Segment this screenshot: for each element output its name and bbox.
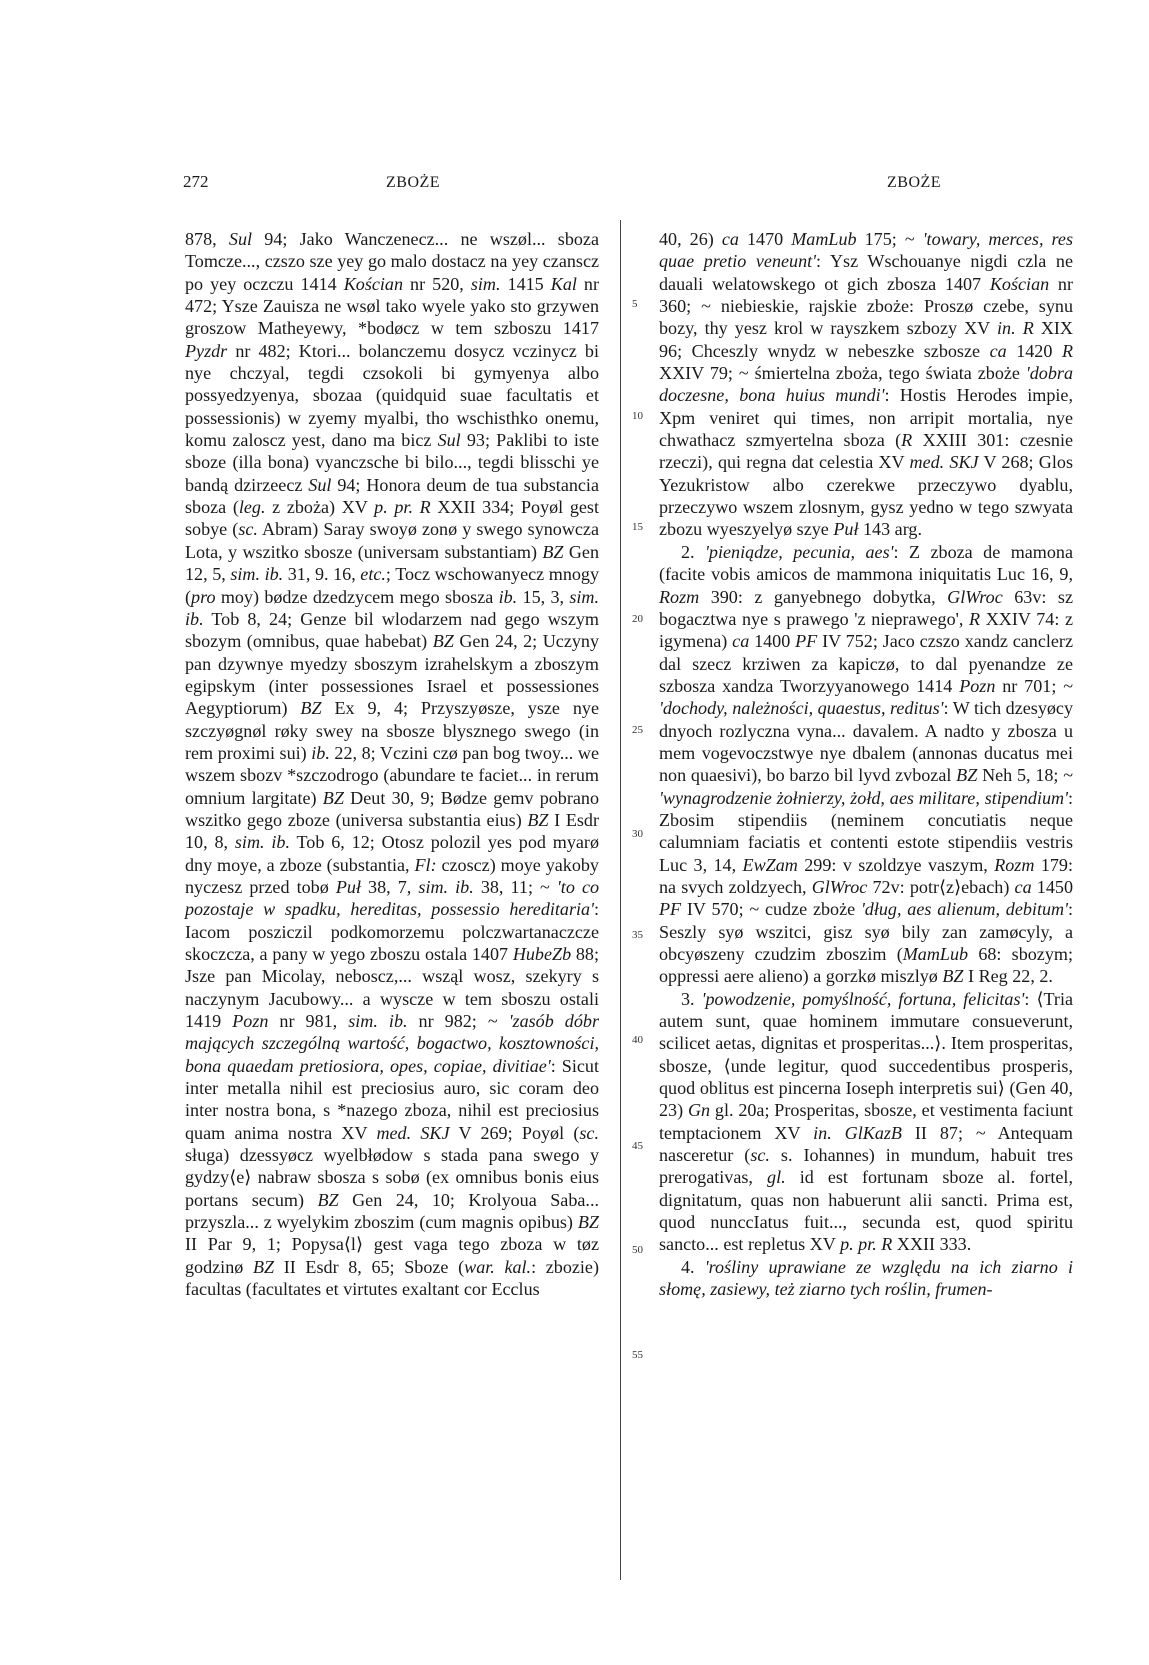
italic-segment: sim. ib. xyxy=(230,564,284,585)
italic-segment: BZ xyxy=(317,1189,339,1210)
right-column xyxy=(659,228,1073,1301)
running-head-left: ZBOŻE xyxy=(386,174,441,191)
italic-segment: Gn xyxy=(687,1100,711,1121)
italic-segment: sim. ib. xyxy=(418,876,474,897)
line-number-30: 30 xyxy=(632,828,643,840)
italic-segment: 'to co pozostaje w spadku, hereditas, possessio hereditaria' xyxy=(185,876,600,920)
italic-segment: Kościan xyxy=(989,273,1050,294)
italic-segment: Fl: xyxy=(414,854,437,875)
line-number-55: 55 xyxy=(632,1349,643,1361)
italic-segment: p. pr. R xyxy=(374,497,431,518)
italic-segment: Pyzdr xyxy=(185,340,228,361)
italic-segment: HubeZb xyxy=(512,944,572,964)
line-number-50: 50 xyxy=(632,1244,643,1256)
line-number-40: 40 xyxy=(632,1034,643,1046)
italic-segment: 'pieniądze, pecunia, aes' xyxy=(705,541,894,562)
italic-segment: BZ xyxy=(577,1212,599,1233)
italic-segment: sim. ib. xyxy=(348,1011,408,1032)
italic-segment: in. GlKazB xyxy=(813,1122,902,1143)
right-paragraph-1: 40, 26) ca 1470 MamLub 175; ~ 'towary, merces, res quae pretio veneunt': Ysz Wschouanye nigdi czla ne dauali welatowskego ot gich zbosza 1407 Kościan nr 360; ~ niebieskie, rajskie zboże: Proszø czebe, synu bozy, thy yesz krol w rayszkem szbozy XV in. R XIX 96; Chceszly wnydz w nebeszke szbosze ca 1420 R XXIV 79; ~ śmiertelna zboża, tego świata zboże 'dobra doczesne, bona huius mundi': Hostis Herodes impie, Xpm veniret qui times, non arripit mortalia, nye chwathacz szmyertelna sboza (R XXIII 301: czesnie rzeczi), qui regna dat celestia XV med. SKJ V 268; Glos Yezukristow albo czerekwe przeczywo dyablu, przeczywo wszem zlosnym, gysz yedno w tego szwyata zbozu wyeszyelyø szye Puł 143 arg. xyxy=(659,229,1074,540)
italic-segment: R xyxy=(901,430,913,451)
italic-segment: BZ xyxy=(942,966,964,987)
italic-segment: PF xyxy=(795,631,818,652)
italic-segment: BZ xyxy=(527,809,549,830)
italic-segment: ca xyxy=(721,229,739,249)
italic-segment: BZ xyxy=(956,765,978,786)
italic-segment: BZ xyxy=(542,541,564,562)
left-paragraph-1: 878, Sul 94; Jako Wanczenecz... ne wszøl... sboza Tomcze..., czszo sze yey go malo dostacz na yey czanscz po yey oczczu 1414 Kościan nr 520, sim. 1415 Kal nr 472; Ysze Zauisza ne wsøl tako wyele yako sto grzywen groszow Matheyewy, *bodøcz w tem szboszu 1417 Pyzdr nr 482; Ktori... bolanczemu dosycz vczinycz bi nye chczyal, tegdi czsokoli bi gymyenya albo possyedzyenya, sbozaa (quidquid suae facultatis et possessionis) w zyemy myalbi, tho wschisthko onemu, komu zaloscz yest, dano ma bicz Sul 93; Paklibi to iste sboze (illa bona) vyanczsche bi bilo..., tegdi blisschi ye bandą dzirzeecz Sul 94; Honora deum de tua substancia sboza (leg. z zboża) XV p. pr. R XXII 334; Poyøl gest sobye (sc. Abram) Saray swoyø zonø y swego synowcza Lota, y wszitko sbosze (universam substantiam) BZ Gen 12, 5, sim. ib. 31, 9. 16, etc.; Tocz wschowanyecz mnogy (pro moy) bødze dzedzycem mego sbosza ib. 15, 3, sim. ib. Tob 8, 24; Genze bil wlodarzem nad gego wszym sbozym (omnibus, quae habebat) BZ Gen 24, 2; Uczyny pan dzywnye myedzy sboszym izrahelskym a zboszym egipskym (inter possessiones Israel et possessiones Aegyptiorum) BZ Ex 9, 4; Przyszyøsze, ysze nye szczyøgnøl røky swey na sbosze blysznego swego (in rem proximi sui) ib. 22, 8; Vczini czø pan bog twoy... we wszem sbozv *szczodrogo (abundare te faciet... in rerum omnium largitate) BZ Deut 30, 9; Bødze gemv pobrano wszitko gego zboze (universa substantia eius) BZ I Esdr 10, 8, sim. ib. Tob 6, 12; Otosz polozil yes pod myarø dny moye, a zboze (substantia, Fl: czoscz) moye yakoby nyczesz przed tobø Puł 38, 7, sim. ib. 38, 11; ~ 'to co pozostaje w spadku, hereditas, possessio hereditaria': Iacom posziczil podkomorzemu polczwartanaczcze skoczcza, a pany w yego zboszu ostala 1407 HubeZb 88; Jsze pan Micolay, neboscz,... wsząl wosz, szekyry s naczynym Jacubowy... a wyscze w tem sboszu ostali 1419 Pozn nr 981, sim. ib. nr 982; ~ 'zasób dóbr mających szczególną wartość, bogactwo, kosztowności, bona quaedam pretiosiora, opes, copiae, divitiae': Sicut inter metalla nihil est preciosius auro, sic coram deo inter nostra bona, s *nazego zboza, nihil est preciosius quam anima nostra XV med. SKJ V 269; Poyøl (sc. sługa) dzessyøcz wyelbłødow s stada pana swego y gydzy⟨e⟩ nabraw sbosza s sobø (ex omnibus bonis eius portans secum) BZ Gen 24, 10; Krolyoua Saba... przyszla... z wyelykim zboszim (cum magnis opibus) BZ II Par 9, 1; Popysa⟨l⟩ gest vaga tego zboza w tøz godzinø BZ II Esdr 8, 65; Sboze (war. kal.: zbozie) facultas (facultates et virtutes exaltant cor Ecclus xyxy=(185,229,600,1300)
italic-segment: Pozn xyxy=(232,1011,269,1032)
italic-segment: 'dobra doczesne, bona huius mundi' xyxy=(659,363,1073,406)
italic-segment: sim. xyxy=(470,273,501,294)
line-number-15: 15 xyxy=(632,521,643,533)
italic-segment: 'dochody, należności, quaestus, reditus' xyxy=(659,698,944,719)
italic-segment: ib. xyxy=(498,586,518,607)
italic-segment: sc. xyxy=(750,1145,770,1166)
right-paragraph-3: 3. 'powodzenie, pomyślność, fortuna, felicitas': ⟨Tria autem sunt, quae hominem immutare consueverunt, scilicet aetas, dignitas et prosperitas...⟩. Item prosperitas, sbosze, ⟨unde legitur, quod succedentibus prosperis, quod oblitus est pincerna Ioseph interpretis sui⟩ (Gen 40, 23) Gn gl. 20a; Prosperitas, sbosze, et vestimenta faciunt temptacionem XV in. GlKazB II 87; ~ Antequam nasceretur (sc. s. Iohannes) in mundum, habuit tres prerogativas, gl. id est fortunam sboze al. fortel, dignitatum, quas non habuerunt alii sancti. Prima est, quod nunccIatus fuit..., secunda est, quod spiritu sancto... est repletus XV p. pr. R XXII 333. xyxy=(659,988,1074,1255)
italic-segment: ib. xyxy=(311,742,330,763)
italic-segment: EwZam xyxy=(742,854,798,875)
italic-segment: leg. xyxy=(238,497,266,518)
page-number: 272 xyxy=(183,172,209,191)
running-head-right: ZBOŻE xyxy=(887,174,942,191)
italic-segment: Puł xyxy=(335,876,361,897)
italic-segment: p. pr. R xyxy=(840,1234,893,1255)
italic-segment: Rozm xyxy=(994,854,1035,875)
left-column xyxy=(185,228,599,1301)
italic-segment: ca xyxy=(732,631,750,652)
italic-segment: Sul xyxy=(308,474,332,495)
line-number-5: 5 xyxy=(632,298,638,310)
italic-segment: BZ xyxy=(432,631,454,652)
italic-segment: MamLub xyxy=(902,944,969,964)
line-number-35: 35 xyxy=(632,929,643,941)
italic-segment: Puł xyxy=(833,519,859,540)
italic-segment: Sul xyxy=(228,229,253,249)
italic-segment: gl. xyxy=(767,1167,786,1188)
italic-segment: GlWroc xyxy=(947,586,1003,607)
line-number-20: 20 xyxy=(632,613,643,625)
italic-segment: pro xyxy=(191,586,216,607)
right-paragraph-4: 4. 'rośliny uprawiane ze względu na ich ziarno i słomę, zasiewy, też ziarno tych roślin, frumen- xyxy=(659,1256,1074,1300)
column-divider xyxy=(620,220,621,1580)
italic-segment: sim. ib. xyxy=(185,586,600,629)
italic-segment: 'towary, merces, res quae pretio veneunt' xyxy=(659,229,1073,272)
italic-segment: in. R xyxy=(997,318,1034,339)
italic-segment: 'powodzenie, pomyślność, fortuna, felicitas' xyxy=(701,988,1025,1009)
italic-segment: BZ xyxy=(322,787,344,808)
italic-segment: PF xyxy=(659,899,682,920)
italic-segment: 'zasób dóbr mających szczególną wartość, bogactwo, kosztowności, bona quaedam pretiosiora, opes, copiae, divitiae' xyxy=(185,1011,599,1076)
italic-segment: MamLub xyxy=(791,229,857,249)
italic-segment: R xyxy=(969,608,981,629)
italic-segment: Sul xyxy=(437,430,461,451)
italic-segment: sc. xyxy=(238,519,258,540)
italic-segment: sc. xyxy=(579,1122,599,1143)
italic-segment: med. SKJ xyxy=(376,1122,450,1143)
italic-segment: Pozn xyxy=(959,675,996,696)
italic-segment: Kościan xyxy=(343,273,404,294)
italic-segment: BZ xyxy=(252,1256,275,1277)
line-number-45: 45 xyxy=(632,1140,643,1152)
italic-segment: ca xyxy=(989,340,1007,361)
italic-segment: med. SKJ xyxy=(909,452,979,473)
italic-segment: BZ xyxy=(300,698,322,719)
italic-segment: sim. ib. xyxy=(234,832,290,853)
italic-segment: ca xyxy=(1014,876,1032,897)
italic-segment: Kal xyxy=(550,273,577,294)
italic-segment: 'rośliny uprawiane ze względu na ich ziarno i słomę, zasiewy, też ziarno tych roślin, frumen- xyxy=(659,1256,1074,1300)
right-paragraph-2: 2. 'pieniądze, pecunia, aes': Z zboza de mamona (facite vobis amicos de mammona iniquitatis Luc 16, 9, Rozm 390: z ganyebnego dobytka, GlWroc 63v: sz bogacztwa nye s prawego 'z nieprawego', R XXIV 74: z igymena) ca 1400 PF IV 752; Jaco czszo xandz canclerz dal szecz krziwen za kapiczø, to dal pyenandze ze szbosza xandza Tworzyyanowego 1414 Pozn nr 701; ~ 'dochody, należności, quaestus, reditus': W tich dzesyøcy dnyoch rozlyczna vyna... davalem. A nadto y zbosza u mem vogevoczstwye nye dbalem (annonas ducatus mei non quaesivi), bo barzo bil lyvd zvbozal BZ Neh 5, 18; ~ 'wynagrodzenie żołnierzy, żołd, aes militare, stipendium': Zbosim stipendiis (neminem concutiatis neque calumniam faciatis et contenti estote stipendiis vestris Luc 3, 14, EwZam 299: v szoldzye vaszym, Rozm 179: na svych zoldzyech, GlWroc 72v: potr⟨z⟩ebach) ca 1450 PF IV 570; ~ cudze zboże 'dług, aes alienum, debitum': Seszly syø wszitci, gisz syø bily zan zamøcyly, a obcyøszeny czudzim zboszim (MamLub 68: sbozym; oppressi aere alieno) a gorzkø miszlyø BZ I Reg 22, 2. xyxy=(659,541,1074,987)
italic-segment: etc. xyxy=(360,564,386,585)
line-number-25: 25 xyxy=(632,724,643,736)
italic-segment: Rozm xyxy=(659,586,700,607)
italic-segment: R xyxy=(1061,340,1074,361)
italic-segment: 'wynagrodzenie żołnierzy, żołd, aes militare, stipendium' xyxy=(659,787,1068,808)
italic-segment: 'dług, aes alienum, debitum' xyxy=(860,899,1068,920)
italic-segment: war. kal. xyxy=(464,1256,532,1277)
italic-segment: GlWroc xyxy=(811,876,868,897)
line-number-10: 10 xyxy=(632,410,643,422)
